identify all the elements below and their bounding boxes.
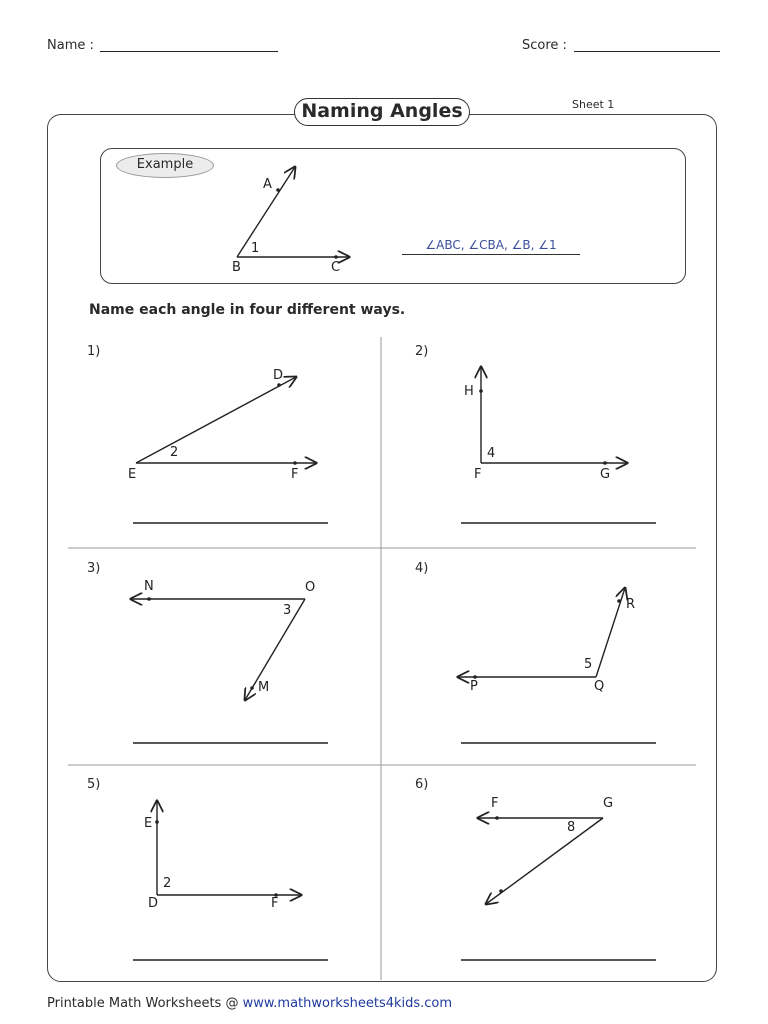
question-number: 2) (415, 344, 429, 359)
footer-text: Printable Math Worksheets @ (47, 996, 243, 1011)
question-number: 5) (87, 777, 101, 792)
q4-label: R (626, 597, 636, 612)
question-number: 1) (87, 344, 101, 359)
question-number: 6) (415, 777, 429, 792)
q3-label: N (144, 579, 154, 594)
example-angle-number: 1 (251, 241, 260, 256)
q2-label: H (464, 384, 474, 399)
q2-label: F (474, 467, 482, 482)
example-answer: ∠ABC, ∠CBA, ∠B, ∠1 (402, 238, 580, 255)
answer-field-6[interactable] (461, 940, 656, 960)
example-point-a: A (263, 177, 272, 192)
question-number: 3) (87, 561, 101, 576)
q5-label: E (144, 816, 153, 831)
answer-field-3[interactable] (133, 723, 328, 743)
q5-angle: 2 (163, 876, 172, 891)
question-number: 4) (415, 561, 429, 576)
page-title: Naming Angles (294, 98, 470, 126)
q4-angle: 5 (584, 657, 593, 672)
answer-field-5[interactable] (133, 940, 328, 960)
q3-label: O (305, 580, 316, 595)
q1-angle: 2 (170, 445, 179, 460)
footer (47, 996, 452, 1011)
q3-label: M (258, 680, 270, 695)
instructions: Name each angle in four different ways. (89, 302, 406, 318)
score-label: Score : (522, 38, 567, 53)
q4-label: Q (594, 679, 605, 694)
footer-link[interactable]: www.mathworksheets4kids.com (242, 996, 453, 1011)
name-label: Name : (47, 38, 94, 53)
q4-label: P (470, 679, 478, 694)
q5-label: D (148, 896, 159, 911)
q1-label: D (273, 368, 284, 383)
q6-angle: 8 (567, 820, 576, 835)
answer-field-4[interactable] (461, 723, 656, 743)
q6-label: F (491, 796, 499, 811)
q3-angle: 3 (283, 603, 292, 618)
q1-label: F (291, 467, 299, 482)
answer-field-2[interactable] (461, 503, 656, 523)
sheet-number: Sheet 1 (572, 98, 615, 111)
example-label: Example (116, 153, 214, 178)
q6-label: G (603, 796, 614, 811)
example-point-b: B (232, 260, 241, 275)
q2-angle: 4 (487, 446, 496, 461)
q5-label: F (271, 896, 279, 911)
answer-field-1[interactable] (133, 503, 328, 523)
q2-label: G (600, 467, 611, 482)
q1-label: E (128, 467, 137, 482)
example-point-c: C (331, 260, 341, 275)
